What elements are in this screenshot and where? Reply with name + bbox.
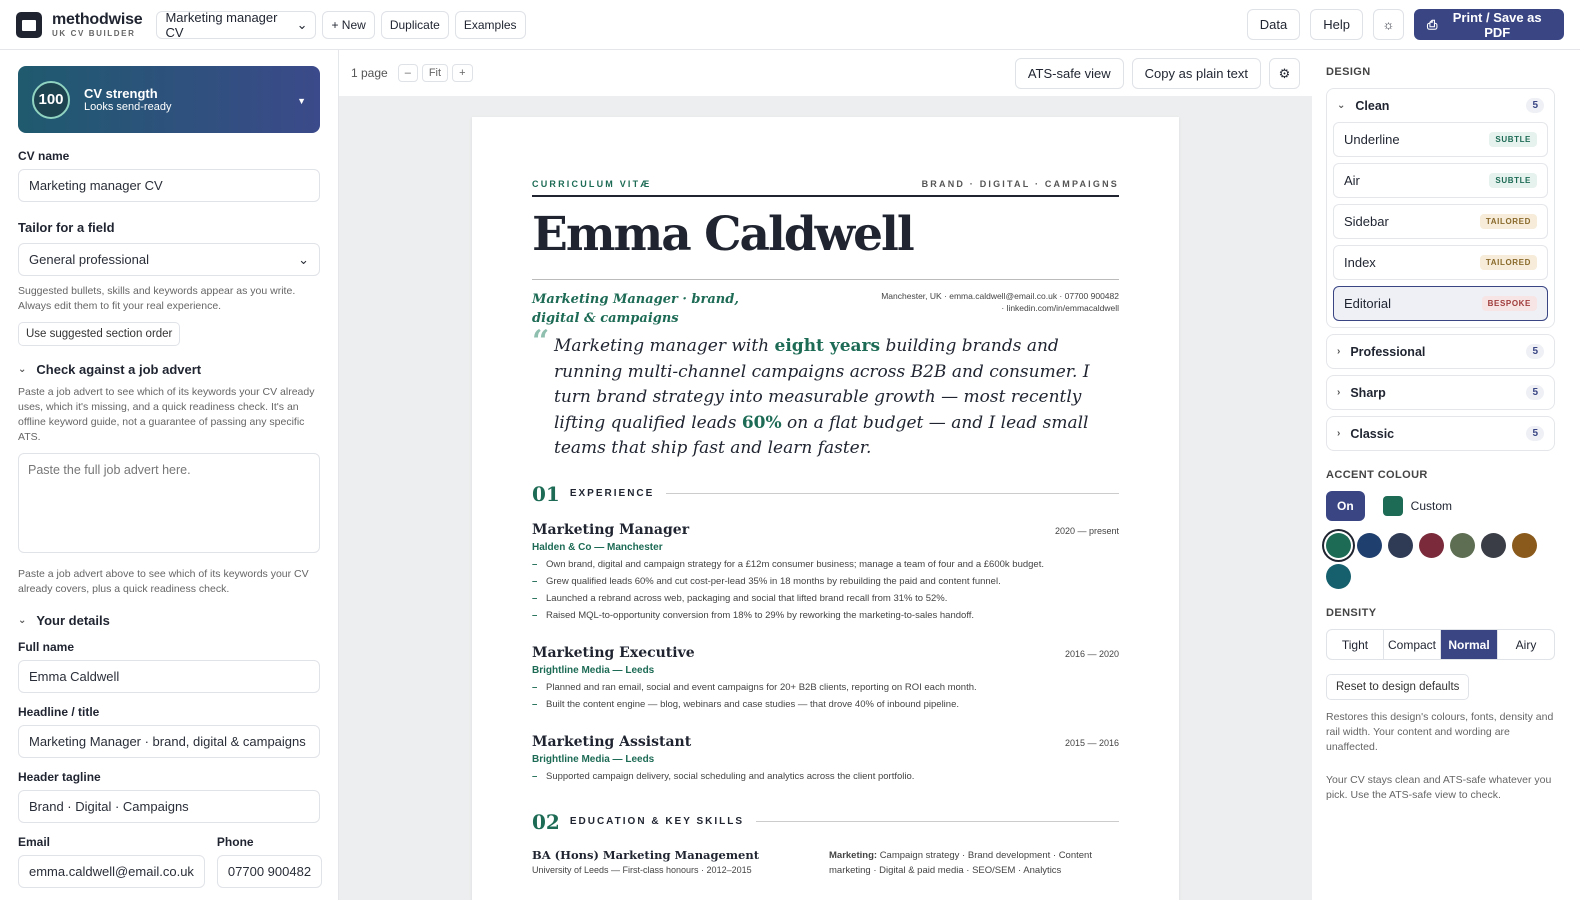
chevron-down-icon: ⌄	[18, 364, 27, 375]
app-logo	[16, 12, 42, 38]
cv-tagline: BRAND · DIGITAL · CAMPAIGNS	[921, 179, 1119, 189]
section-divider	[666, 493, 1119, 494]
custom-colour-swatch[interactable]	[1383, 496, 1403, 516]
design-heading: DESIGN	[1326, 66, 1371, 78]
custom-label: Custom	[1410, 499, 1453, 513]
cv-page	[472, 117, 1179, 900]
phone-field[interactable]: 07700 900482	[217, 855, 322, 888]
job-advert-hint-2: Paste a job advert above to see which of its keywords your CV already covers, plus a quick readiness check.	[18, 568, 309, 595]
brand	[52, 11, 142, 38]
option-tag: SUBTLE	[1489, 132, 1537, 147]
job-bullet: – Built the content engine — blog, webinars and case studies — that drove 40% of inbound pipeline.	[532, 699, 1119, 710]
details-heading: Your details	[36, 613, 110, 628]
accent-controls	[1326, 491, 1555, 521]
full-name-label: Full name	[18, 640, 75, 654]
job-advert-heading: Check against a job advert	[36, 362, 202, 377]
group-header[interactable]	[1327, 89, 1554, 122]
top-bar	[0, 0, 1580, 50]
cv-contact	[881, 290, 1119, 328]
degree-detail: University of Leeds — First-class honours · 2012–2015	[532, 864, 752, 875]
tagline-label: Header tagline	[18, 770, 101, 784]
print-label: Print / Save as PDF	[1452, 9, 1542, 40]
strength-score: 100	[32, 81, 70, 119]
chevron-down-icon: ⌄	[296, 16, 308, 32]
section-title: EXPERIENCE	[569, 488, 655, 499]
job-dates: 2020 — present	[1054, 525, 1119, 536]
option-name: Sidebar	[1344, 214, 1389, 229]
density-normal[interactable]: Normal	[1441, 630, 1498, 659]
design-group-clean	[1326, 88, 1555, 328]
design-panel	[1312, 50, 1569, 900]
cv-summary	[532, 324, 1119, 462]
option-tag: TAILORED	[1480, 214, 1537, 229]
summary-text: building brands and running multi-channel campaigns across B2B and consumer. I turn brand strategy into measurable growth — most recently lifting qualified leads	[554, 336, 1090, 433]
print-button[interactable]	[1414, 9, 1564, 40]
gear-icon: ⚙	[1278, 65, 1291, 81]
cv-headline: Marketing Manager · brand, digital & campaigns	[532, 292, 739, 326]
help-button[interactable]: Help	[1310, 9, 1363, 40]
reset-design-button[interactable]: Reset to design defaults	[1326, 674, 1469, 700]
sun-icon: ☼	[1382, 17, 1395, 32]
strength-subtitle: Looks send-ready	[84, 101, 172, 113]
colour-swatch[interactable]	[1450, 533, 1475, 558]
app-name: methodwise	[52, 11, 143, 28]
density-selector	[1326, 629, 1555, 660]
option-name: Underline	[1344, 132, 1400, 147]
details-toggle[interactable]	[18, 613, 320, 628]
job-entry	[532, 522, 1119, 621]
design-option[interactable]	[1333, 245, 1548, 280]
chevron-down-icon: ⌄	[1337, 100, 1346, 111]
section-number: 01	[532, 481, 560, 506]
job-company: Brightline Media — Leeds	[532, 664, 655, 676]
email-label: Email	[18, 835, 51, 849]
cv-strength-card[interactable]	[18, 66, 320, 133]
group-count: 5	[1526, 385, 1544, 400]
cv-name-input[interactable]: Marketing manager CV	[18, 169, 320, 202]
accent-heading: ACCENT COLOUR	[1326, 469, 1428, 481]
group-header[interactable]	[1327, 335, 1554, 368]
cv-top-rule	[532, 179, 1119, 197]
suggested-order-button[interactable]: Use suggested section order	[18, 322, 180, 346]
group-name: Professional	[1350, 344, 1426, 359]
job-bullet: – Raised MQL-to-opportunity conversion from 18% to 29% by reworking the marketing-to-sales handoff.	[532, 610, 1119, 621]
section-number: 02	[532, 809, 560, 834]
design-option[interactable]	[1333, 204, 1548, 239]
accent-on-toggle[interactable]: On	[1326, 491, 1365, 521]
design-option[interactable]	[1333, 122, 1548, 157]
page-count: 1 page	[351, 66, 388, 80]
tagline-input[interactable]: Brand · Digital · Campaigns	[18, 790, 320, 823]
phone-label: Phone	[216, 835, 254, 849]
option-tag: BESPOKE	[1482, 296, 1537, 311]
design-option-selected[interactable]	[1333, 286, 1548, 321]
design-option[interactable]	[1333, 163, 1548, 198]
headline-input[interactable]: Marketing Manager · brand, digital & campaigns	[18, 725, 320, 758]
group-header[interactable]	[1327, 376, 1554, 409]
new-button[interactable]: + New	[322, 11, 374, 39]
density-compact[interactable]: Compact	[1384, 630, 1441, 659]
density-heading: DENSITY	[1326, 607, 1377, 619]
examples-button[interactable]: Examples	[455, 11, 526, 39]
full-name-input[interactable]: Emma Caldwell	[18, 660, 320, 693]
section-heading-education	[532, 810, 1119, 834]
job-dates: 2015 — 2016	[1064, 737, 1119, 748]
reset-hint: Restores this design's colours, fonts, density and rail width. Your content and wording are unaffected.	[1326, 711, 1554, 753]
zoom-in-button[interactable]: +	[452, 64, 472, 82]
job-advert-hint: Paste a job advert to see which of its keywords your CV already uses, which it's missing, and a quick readiness check. It's an offline keyword guide, not a guarantee of passing any specific ATS.	[18, 386, 315, 443]
design-group-professional[interactable]	[1326, 334, 1555, 369]
skills-label: Marketing:	[829, 849, 878, 861]
cv-name: Emma Caldwell	[532, 207, 913, 262]
job-bullet: – Grew qualified leads 60% and cut cost-per-lead 35% in 18 months by rebuilding the paid and content funnel.	[532, 576, 1119, 587]
preview-panel	[339, 50, 1312, 900]
cv-subheader	[532, 279, 1119, 328]
group-name: Clean	[1355, 98, 1390, 113]
zoom-out-button[interactable]: –	[398, 64, 418, 82]
editor-panel	[0, 50, 339, 900]
section-heading-experience	[532, 482, 1119, 506]
printer-icon: ⎙	[1427, 16, 1438, 32]
job-bullet: – Own brand, digital and campaign strategy for a £12m consumer business; manage a team of four and a £600k budget.	[532, 559, 1119, 570]
job-entry	[532, 645, 1119, 710]
tailor-value: General professional	[29, 252, 149, 267]
degree-title: BA (Hons) Marketing Management	[532, 847, 760, 862]
cv-label: CURRICULUM VITÆ	[532, 179, 652, 189]
job-entry	[532, 734, 1119, 782]
job-title: Marketing Manager	[532, 521, 690, 538]
copy-text-button[interactable]: Copy as plain text	[1132, 58, 1261, 89]
colour-swatch[interactable]	[1357, 533, 1382, 558]
chevron-right-icon: ›	[1337, 428, 1341, 439]
cv-select-value: Marketing manager CV	[165, 9, 278, 40]
option-tag: TAILORED	[1480, 255, 1537, 270]
colour-swatch[interactable]	[1481, 533, 1506, 558]
option-name: Editorial	[1344, 296, 1391, 311]
colour-swatch[interactable]	[1419, 533, 1444, 558]
chevron-right-icon: ›	[1337, 346, 1341, 357]
group-count: 5	[1526, 98, 1544, 113]
chevron-right-icon: ›	[1337, 387, 1341, 398]
chevron-down-icon: ⌄	[298, 251, 309, 267]
summary-text: Marketing manager with	[554, 336, 775, 356]
group-header[interactable]	[1327, 417, 1554, 450]
group-count: 5	[1526, 344, 1544, 359]
job-title: Marketing Executive	[532, 644, 695, 661]
job-bullet: – Launched a rebrand across web, packaging and social that lifted brand recall from 31% to 52%.	[532, 593, 1119, 604]
colour-swatch[interactable]	[1326, 533, 1351, 558]
job-advert-textarea[interactable]: Paste the full job advert here.	[18, 453, 320, 553]
option-tag: SUBTLE	[1489, 173, 1537, 188]
cv-select[interactable]	[156, 11, 316, 39]
job-company: Halden & Co — Manchester	[532, 541, 663, 553]
cv-contact-line-2: · linkedin.com/in/emmacaldwell	[1001, 303, 1119, 313]
zoom-fit-button[interactable]: Fit	[422, 64, 448, 82]
summary-text: on a flat budget — and I lead small teams that ship fast and learn faster.	[554, 412, 1089, 458]
duplicate-button[interactable]: Duplicate	[381, 11, 449, 39]
group-count: 5	[1526, 426, 1544, 441]
skills-list: Campaign strategy · Brand development · Content marketing · Digital & paid media · SEO/SEM · Analytics	[829, 849, 1092, 876]
cv-name-label: CV name	[18, 149, 70, 163]
section-title: EDUCATION & KEY SKILLS	[569, 816, 745, 827]
experience-list	[532, 522, 1119, 782]
job-company: Brightline Media — Leeds	[532, 753, 655, 765]
headline-label: Headline / title	[18, 705, 100, 719]
cv-contact-line-1: Manchester, UK · emma.caldwell@email.co.uk · 07700 900482	[881, 291, 1119, 301]
option-name: Index	[1344, 255, 1376, 270]
education-row	[532, 848, 1119, 878]
colour-swatch[interactable]	[1326, 564, 1351, 589]
option-name: Air	[1344, 173, 1360, 188]
email-field[interactable]: emma.caldwell@email.co.uk	[18, 855, 205, 888]
design-group-sharp[interactable]	[1326, 375, 1555, 410]
colour-swatch[interactable]	[1512, 533, 1537, 558]
chevron-down-icon: ⌄	[18, 615, 27, 626]
density-tight[interactable]: Tight	[1327, 630, 1384, 659]
job-bullet: – Planned and ran email, social and event campaigns for 20+ B2B clients, reporting on ROI each month.	[532, 682, 1119, 693]
summary-highlight: eight years	[774, 336, 881, 356]
job-dates: 2016 — 2020	[1064, 648, 1119, 659]
skills-block	[829, 848, 1119, 878]
job-bullet: – Supported campaign delivery, social scheduling and analytics across the client portfolio.	[532, 771, 1119, 782]
tailor-hint: Suggested bullets, skills and keywords appear as you write. Always edit them to fit your real experience.	[18, 285, 296, 312]
section-divider	[756, 821, 1119, 822]
ats-view-button[interactable]: ATS-safe view	[1015, 58, 1124, 89]
ats-safe-hint: Your CV stays clean and ATS-safe whatever you pick. Use the ATS-safe view to check.	[1326, 774, 1552, 801]
theme-toggle-button[interactable]	[1373, 9, 1404, 40]
colour-swatches	[1326, 533, 1546, 589]
app-subtitle: UK CV BUILDER	[52, 29, 136, 38]
density-airy[interactable]: Airy	[1515, 637, 1537, 652]
job-title: Marketing Assistant	[532, 733, 692, 750]
strength-title: CV strength	[84, 86, 158, 101]
group-name: Sharp	[1350, 385, 1386, 400]
summary-highlight: 60%	[741, 412, 782, 433]
tailor-label: Tailor for a field	[18, 220, 115, 235]
design-group-classic[interactable]	[1326, 416, 1555, 451]
caret-down-icon: ▼	[297, 96, 306, 106]
job-advert-toggle[interactable]	[18, 362, 320, 377]
group-name: Classic	[1350, 426, 1395, 441]
preview-toolbar	[339, 50, 1312, 96]
tailor-select[interactable]	[18, 243, 320, 276]
colour-swatch[interactable]	[1388, 533, 1413, 558]
settings-button[interactable]	[1269, 58, 1300, 89]
quote-icon: “	[532, 324, 550, 359]
data-button[interactable]: Data	[1247, 9, 1300, 40]
